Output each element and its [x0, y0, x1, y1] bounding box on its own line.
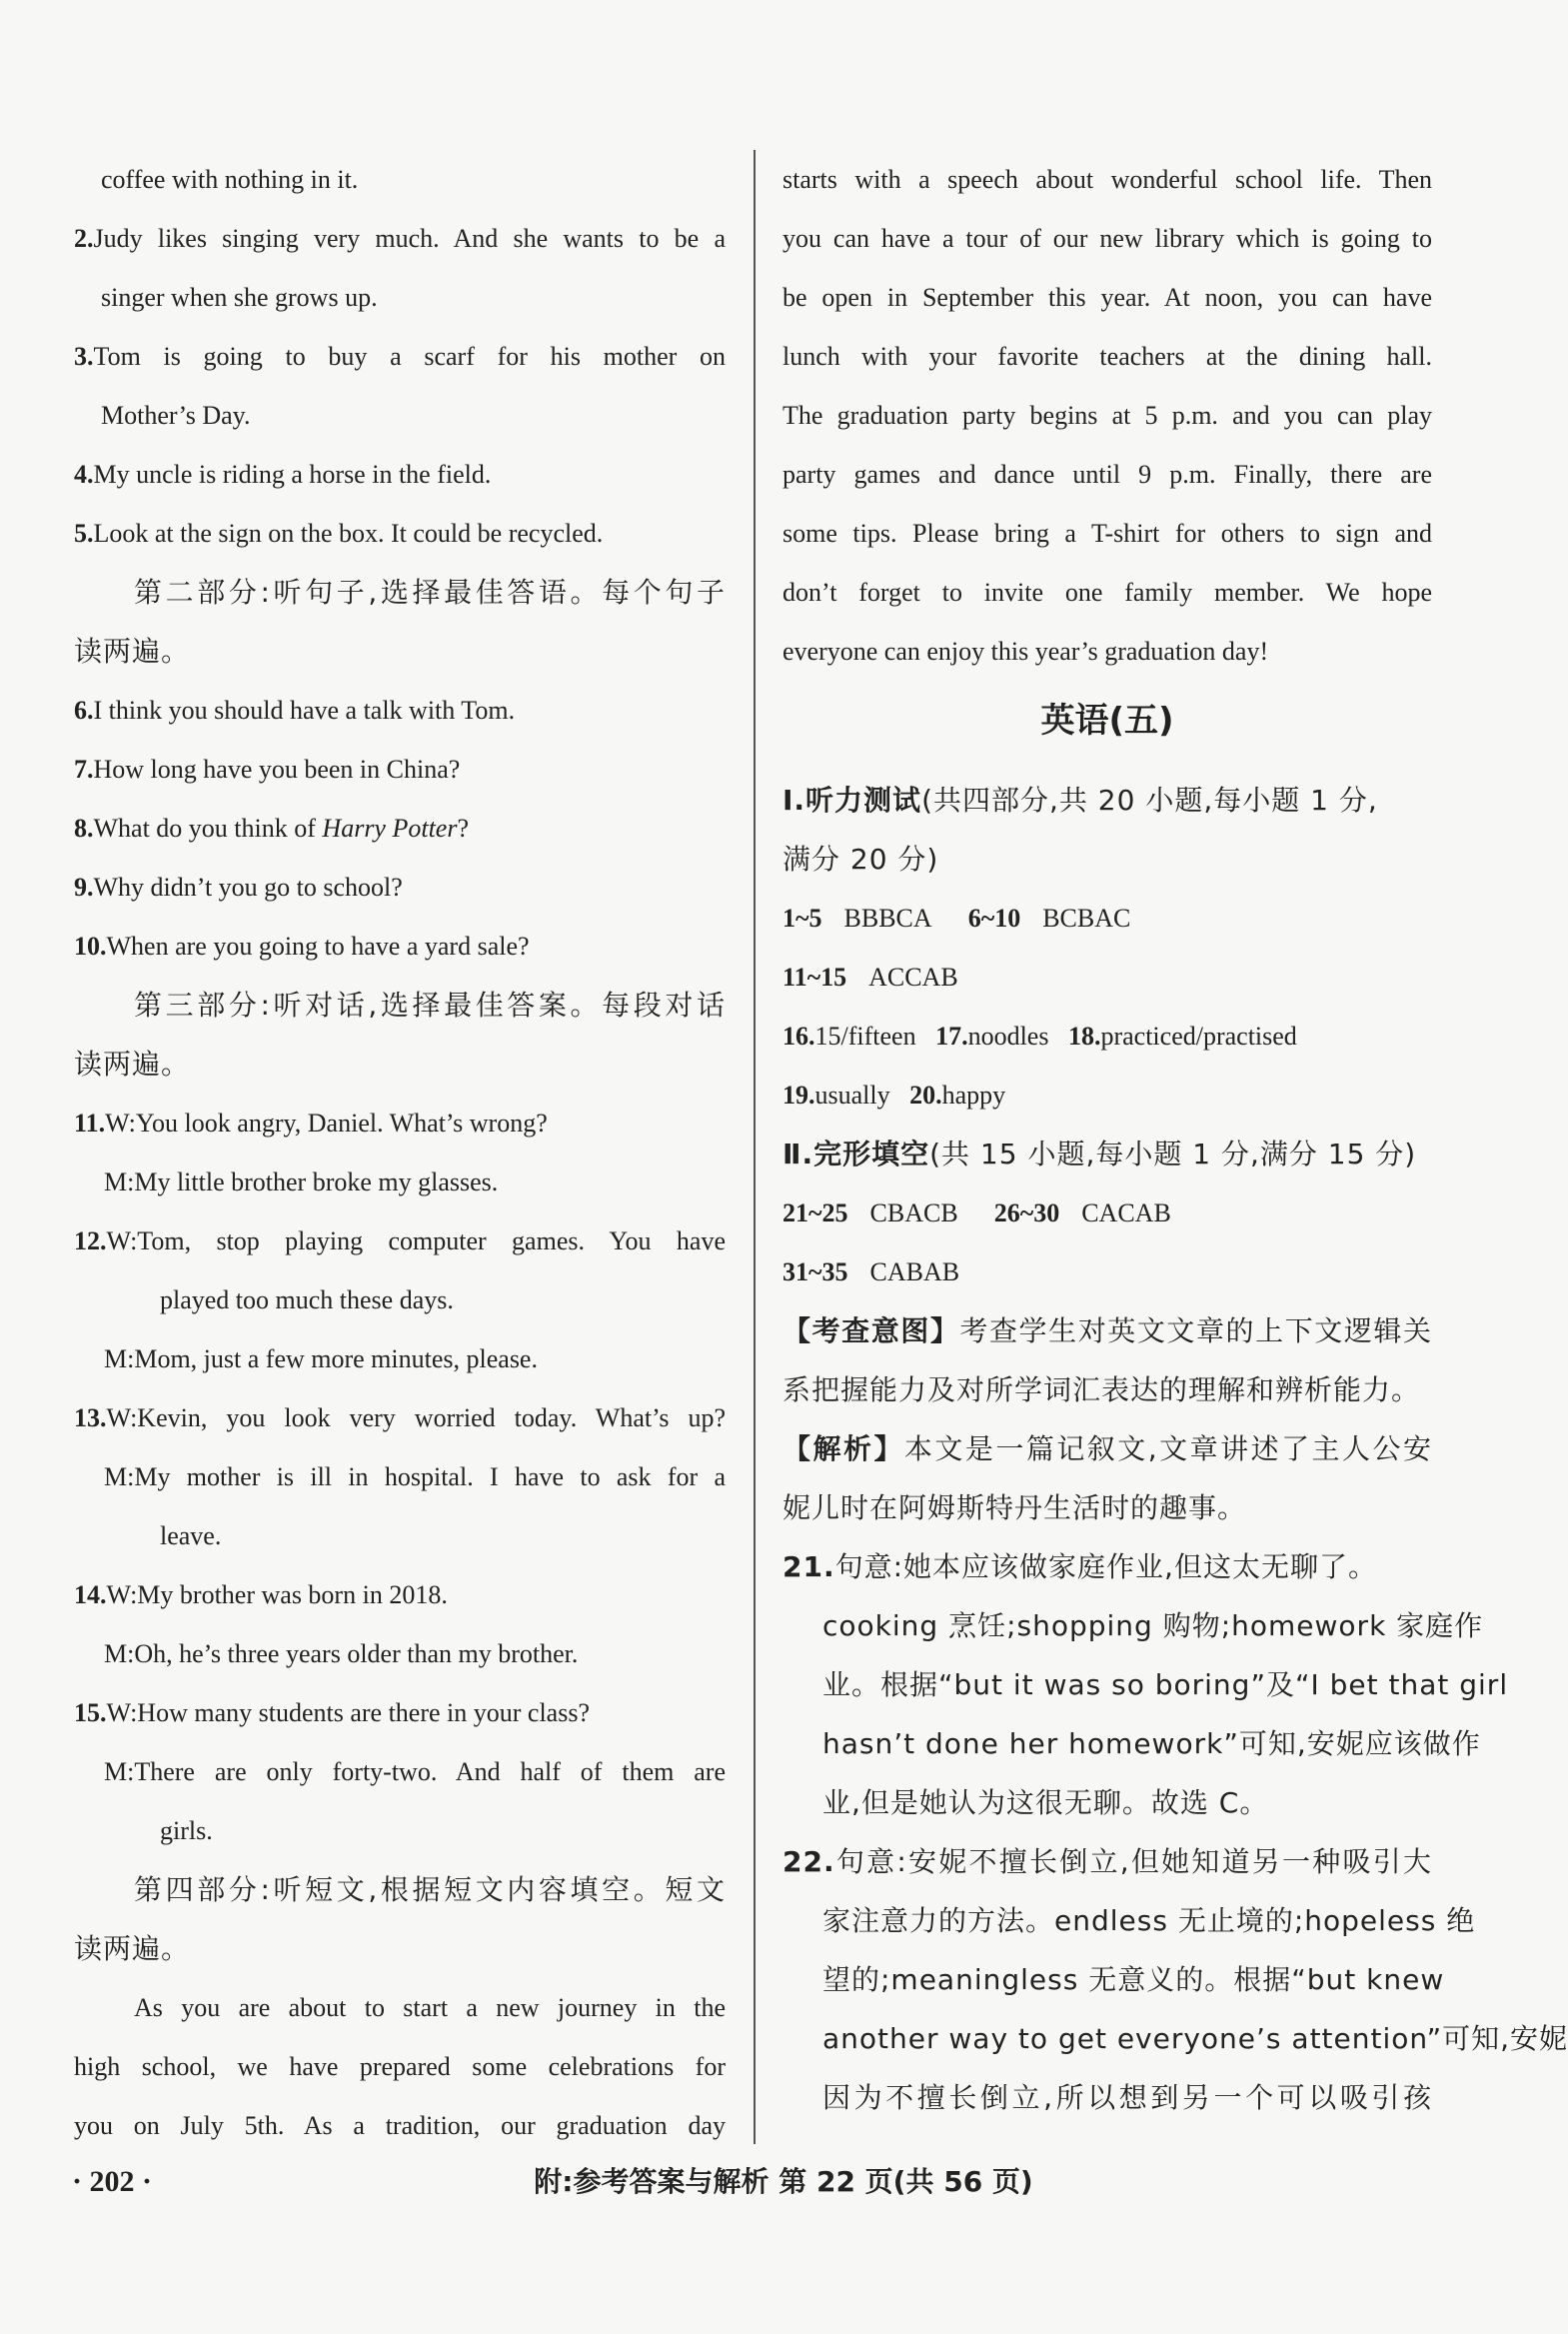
- item-9: 9.Why didn’t you go to school?: [74, 873, 403, 902]
- passage-line: As you are about to start a new journey in the: [134, 1993, 726, 2022]
- passage-line: party games and dance until 9 p.m. Finally, there are: [783, 460, 1432, 489]
- item-8: 8.What do you think of Harry Potter?: [74, 814, 470, 843]
- right-column: [783, 150, 1568, 2127]
- column-divider: [754, 150, 756, 2144]
- answer-row: 11~15 ACCAB: [783, 963, 958, 992]
- item-12: 12.W:Tom, stop playing computer games. You have: [74, 1226, 726, 1255]
- item-14: 14.W:My brother was born in 2018.: [74, 1580, 448, 1609]
- explanation-line: 业,但是她认为这很无聊。故选 C。: [822, 1786, 1269, 1819]
- section-instruction: 第四部分:听短文,根据短文内容填空。短文: [134, 1873, 726, 1906]
- passage-line: starts with a speech about wonderful school life. Then: [783, 165, 1432, 194]
- explanation-line: 因为不擅长倒立,所以想到另一个可以吸引孩: [822, 2081, 1432, 2114]
- text-line: coffee with nothing in it.: [101, 165, 359, 194]
- item-4: 4.My uncle is riding a horse in the field.: [74, 460, 492, 489]
- text-line: singer when she grows up.: [101, 283, 378, 312]
- dialog-line: leave.: [160, 1521, 222, 1550]
- item-3: 3.Tom is going to buy a scarf for his mother on: [74, 342, 726, 371]
- passage-line: high school, we have prepared some celebrations for: [74, 2052, 726, 2081]
- item-6: 6.I think you should have a talk with Tom.: [74, 696, 516, 725]
- explanation-line: 望的;meaningless 无意义的。根据“but knew: [822, 1963, 1445, 1996]
- section-instruction: 第三部分:听对话,选择最佳答案。每段对话: [134, 989, 726, 1022]
- passage-line: The graduation party begins at 5 p.m. and you can play: [783, 401, 1432, 430]
- analysis-intent: 【考查意图】考查学生对英文文章的上下文逻辑关: [783, 1314, 1432, 1347]
- dialog-line: played too much these days.: [160, 1285, 454, 1314]
- item-13: 13.W:Kevin, you look very worried today. What’s up?: [74, 1403, 726, 1432]
- text-line: Mother’s Day.: [101, 401, 251, 430]
- explanation-line: hasn’t done her homework”可知,安妮应该做作: [822, 1727, 1481, 1760]
- section-instruction-cont: 读两遍。: [74, 1048, 191, 1081]
- dialog-line: M:My mother is ill in hospital. I have to ask for a: [104, 1462, 726, 1491]
- section-instruction: 第二部分:听句子,选择最佳答语。每个句子: [134, 576, 726, 609]
- passage-line: some tips. Please bring a T-shirt for others to sign and: [783, 519, 1432, 548]
- dialog-line: M:Mom, just a few more minutes, please.: [104, 1344, 538, 1373]
- analysis-cont: 妮儿时在阿姆斯特丹生活时的趣事。: [783, 1491, 1247, 1524]
- passage-line: you can have a tour of our new library which is going to: [783, 224, 1432, 253]
- dialog-line: M:Oh, he’s three years older than my brother.: [104, 1639, 579, 1668]
- section-heading: Ⅱ.完形填空(共 15 小题,每小题 1 分,满分 15 分): [783, 1138, 1417, 1170]
- item-5: 5.Look at the sign on the box. It could be recycled.: [74, 519, 604, 548]
- section-heading: Ⅰ.听力测试(共四部分,共 20 小题,每小题 1 分,: [783, 784, 1378, 817]
- question-21: 21.句意:她本应该做家庭作业,但这太无聊了。: [783, 1550, 1377, 1583]
- page-number: · 202 ·: [72, 2165, 153, 2198]
- page-footer: [0, 2147, 1567, 2217]
- passage-line: you on July 5th. As a tradition, our graduation day: [74, 2111, 726, 2140]
- item-11: 11.W:You look angry, Daniel. What’s wrong?: [74, 1109, 548, 1138]
- item-2: 2.Judy likes singing very much. And she wants to be a: [74, 224, 726, 253]
- left-column: [74, 150, 726, 2155]
- explanation-line: another way to get everyone’s attention”可知,安妮: [822, 2022, 1568, 2055]
- item-15: 15.W:How many students are there in your class?: [74, 1698, 591, 1727]
- question-22: 22.句意:安妮不擅长倒立,但她知道另一种吸引大: [783, 1845, 1432, 1878]
- answer-row: 19.usually 20.happy: [783, 1081, 1006, 1110]
- section-heading-cont: 满分 20 分): [783, 843, 939, 876]
- footer-title: 附:参考答案与解析 第 22 页(共 56 页): [534, 2165, 1033, 2198]
- section-title: 英语(五): [1040, 701, 1174, 741]
- dialog-line: M:My little brother broke my glasses.: [104, 1167, 499, 1196]
- analysis-intent-cont: 系把握能力及对所学词汇表达的理解和辨析能力。: [783, 1373, 1421, 1406]
- dialog-line: girls.: [160, 1816, 213, 1845]
- section-instruction-cont: 读两遍。: [74, 1932, 191, 1965]
- explanation-line: 家注意力的方法。endless 无止境的;hopeless 绝: [822, 1904, 1476, 1937]
- answer-row: 21~25 CBACB 26~30 CACAB: [783, 1198, 1171, 1227]
- passage-line: everyone can enjoy this year’s graduation day!: [783, 637, 1269, 666]
- passage-line: be open in September this year. At noon, you can have: [783, 283, 1432, 312]
- item-10: 10.When are you going to have a yard sale?: [74, 932, 530, 961]
- answer-row: 31~35 CABAB: [783, 1257, 960, 1286]
- answer-row: 1~5 BBBCA 6~10 BCBAC: [783, 904, 1131, 933]
- explanation-line: cooking 烹饪;shopping 购物;homework 家庭作: [822, 1609, 1484, 1642]
- passage-line: don’t forget to invite one family member. We hope: [783, 578, 1432, 607]
- passage-line: lunch with your favorite teachers at the dining hall.: [783, 342, 1432, 371]
- answer-row: 16.15/fifteen 17.noodles 18.practiced/practised: [783, 1022, 1297, 1051]
- analysis: 【解析】本文是一篇记叙文,文章讲述了主人公安: [783, 1432, 1432, 1465]
- item-7: 7.How long have you been in China?: [74, 755, 461, 784]
- dialog-line: M:There are only forty-two. And half of them are: [104, 1757, 726, 1786]
- section-instruction-cont: 读两遍。: [74, 635, 191, 668]
- explanation-line: 业。根据“but it was so boring”及“I bet that girl: [822, 1668, 1509, 1701]
